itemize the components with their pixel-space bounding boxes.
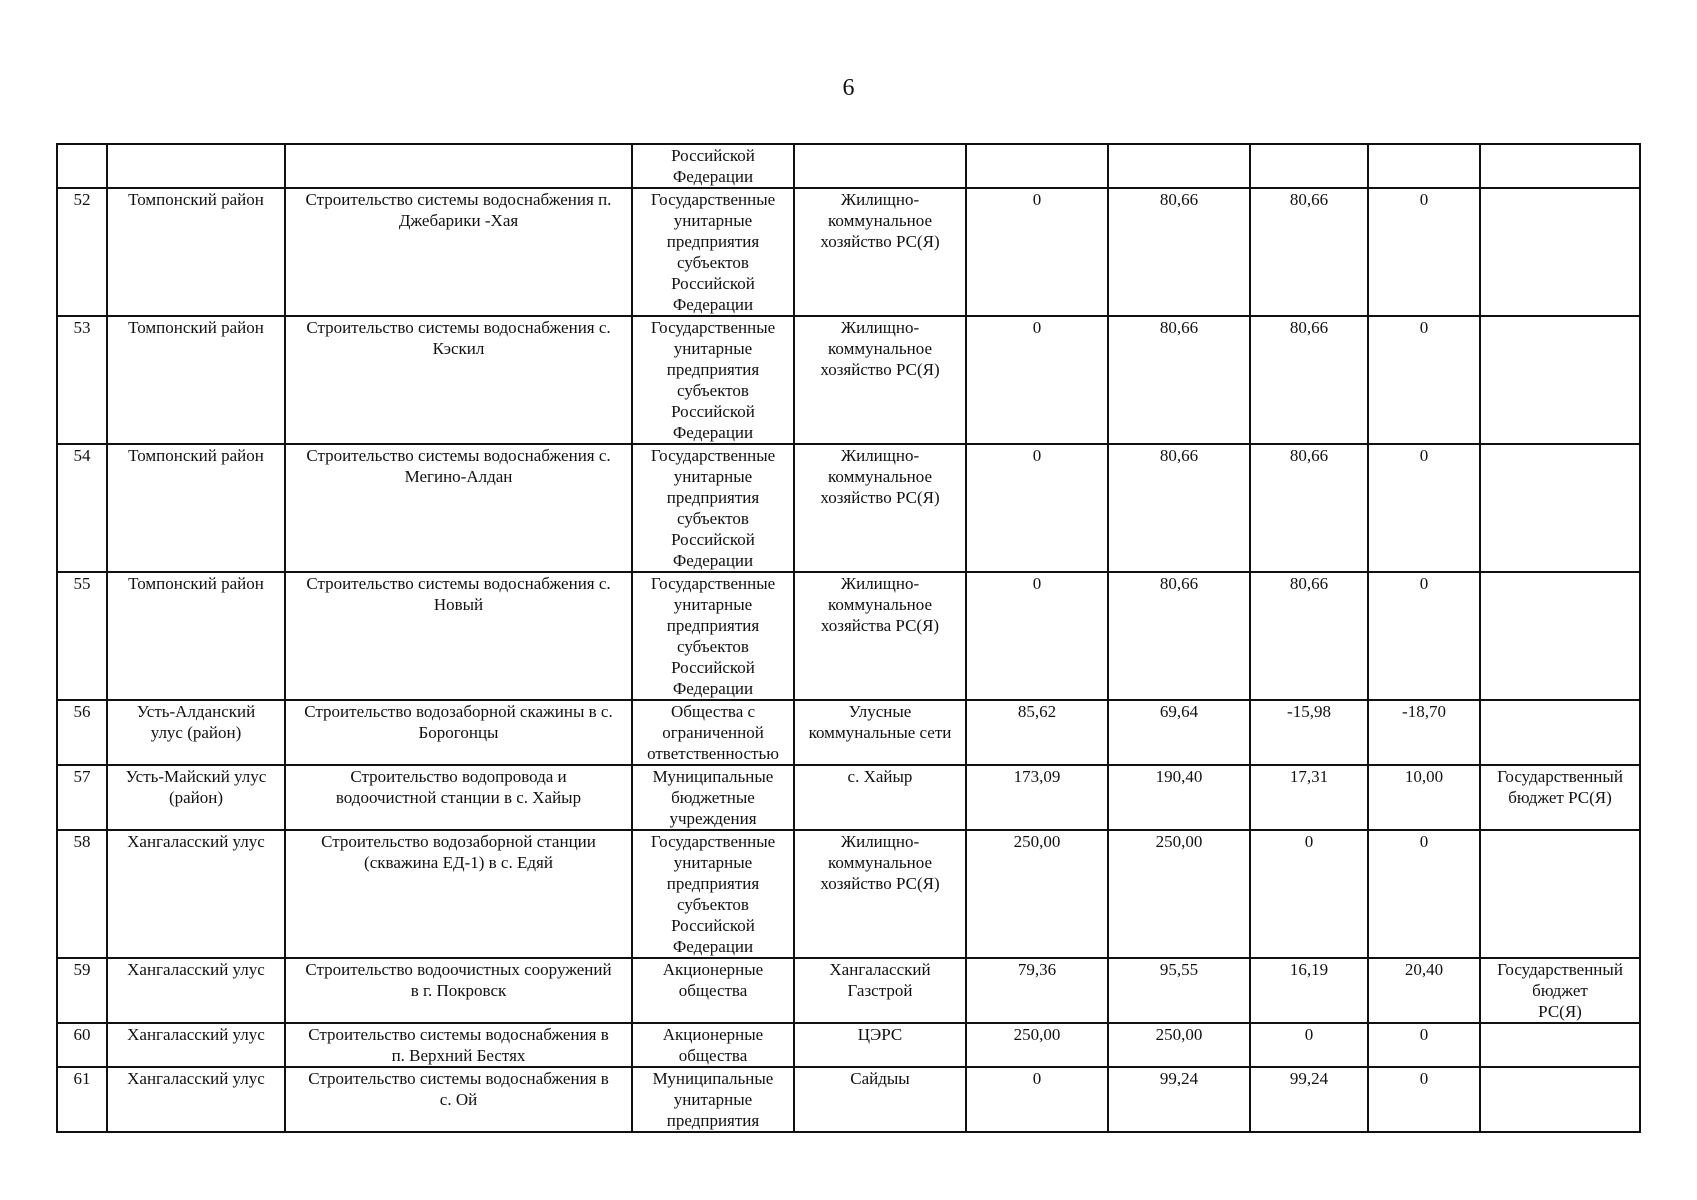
- funding-source-cell: [1480, 316, 1640, 444]
- table-row: [57, 572, 1640, 700]
- district-cell: Томпонский район: [107, 188, 285, 316]
- value-cell: 80,66: [1108, 572, 1250, 700]
- value-cell: 190,40: [1108, 765, 1250, 830]
- district-cell: Томпонский район: [107, 316, 285, 444]
- value-cell: 250,00: [966, 830, 1108, 958]
- district-cell: Томпонский район: [107, 444, 285, 572]
- change-percent-cell: -18,70: [1368, 700, 1480, 765]
- ownership-form-cell: Государственные унитарные предприятия субъектов Российской Федерации: [632, 188, 794, 316]
- value-cell: 0: [966, 444, 1108, 572]
- value-cell: 69,64: [1108, 700, 1250, 765]
- change-percent-cell: 0: [1368, 830, 1480, 958]
- project-cell: Строительство системы водоснабжения с. Кэскил: [285, 316, 632, 444]
- value-cell: 250,00: [966, 1023, 1108, 1067]
- project-cell: [285, 144, 632, 188]
- row-number: 57: [57, 765, 107, 830]
- district-cell: Усть-Майский улус (район): [107, 765, 285, 830]
- project-cell: Строительство водоочистных сооружений в г. Покровск: [285, 958, 632, 1023]
- project-cell: Строительство водопровода и водоочистной станции в с. Хайыр: [285, 765, 632, 830]
- change-percent-cell: 20,40: [1368, 958, 1480, 1023]
- value-cell: 250,00: [1108, 830, 1250, 958]
- funding-source-cell: [1480, 572, 1640, 700]
- organization-cell: Жилищно- коммунальное хозяйства РС(Я): [794, 572, 966, 700]
- organization-cell: Жилищно- коммунальное хозяйство РС(Я): [794, 316, 966, 444]
- page-number: 6: [842, 75, 855, 101]
- change-percent-cell: [1368, 144, 1480, 188]
- value-cell: 80,66: [1108, 316, 1250, 444]
- row-number: 52: [57, 188, 107, 316]
- value-cell: 0: [966, 572, 1108, 700]
- project-cell: Строительство водозаборной скажины в с. Борогонцы: [285, 700, 632, 765]
- table-row: [57, 1023, 1640, 1067]
- district-cell: Хангаласский улус: [107, 1023, 285, 1067]
- project-cell: Строительство системы водоснабжения в с. Ой: [285, 1067, 632, 1132]
- district-cell: Усть-Алданский улус (район): [107, 700, 285, 765]
- row-number: 55: [57, 572, 107, 700]
- change-cell: 17,31: [1250, 765, 1368, 830]
- change-percent-cell: 0: [1368, 316, 1480, 444]
- investment-projects-table: [56, 143, 1641, 1133]
- row-number: [57, 144, 107, 188]
- ownership-form-cell: Российской Федерации: [632, 144, 794, 188]
- district-cell: [107, 144, 285, 188]
- project-cell: Строительство водозаборной станции (скважина ЕД-1) в с. Едяй: [285, 830, 632, 958]
- value-cell: 95,55: [1108, 958, 1250, 1023]
- organization-cell: Жилищно- коммунальное хозяйство РС(Я): [794, 444, 966, 572]
- change-percent-cell: 0: [1368, 188, 1480, 316]
- change-percent-cell: 0: [1368, 572, 1480, 700]
- table-row: [57, 958, 1640, 1023]
- change-cell: 0: [1250, 1023, 1368, 1067]
- funding-source-cell: [1480, 1023, 1640, 1067]
- organization-cell: с. Хайыр: [794, 765, 966, 830]
- row-number: 54: [57, 444, 107, 572]
- value-cell: 85,62: [966, 700, 1108, 765]
- project-cell: Строительство системы водоснабжения в п. Верхний Бестях: [285, 1023, 632, 1067]
- value-cell: 0: [966, 188, 1108, 316]
- value-cell: 0: [966, 1067, 1108, 1132]
- value-cell: 99,24: [1108, 1067, 1250, 1132]
- funding-source-cell: [1480, 144, 1640, 188]
- change-cell: 80,66: [1250, 188, 1368, 316]
- table-row: [57, 700, 1640, 765]
- funding-source-cell: [1480, 830, 1640, 958]
- district-cell: Хангаласский улус: [107, 830, 285, 958]
- project-cell: Строительство системы водоснабжения с. Мегино-Алдан: [285, 444, 632, 572]
- table-row: [57, 830, 1640, 958]
- change-cell: [1250, 144, 1368, 188]
- row-number: 58: [57, 830, 107, 958]
- change-cell: 80,66: [1250, 444, 1368, 572]
- value-cell: 80,66: [1108, 188, 1250, 316]
- change-cell: 99,24: [1250, 1067, 1368, 1132]
- funding-source-cell: [1480, 444, 1640, 572]
- organization-cell: Жилищно- коммунальное хозяйство РС(Я): [794, 830, 966, 958]
- ownership-form-cell: Государственные унитарные предприятия субъектов Российской Федерации: [632, 830, 794, 958]
- change-cell: -15,98: [1250, 700, 1368, 765]
- table-row: [57, 144, 1640, 188]
- table-body: [57, 144, 1640, 1132]
- district-cell: Томпонский район: [107, 572, 285, 700]
- table-row: [57, 765, 1640, 830]
- organization-cell: Хангаласский Газстрой: [794, 958, 966, 1023]
- change-percent-cell: 0: [1368, 1067, 1480, 1132]
- change-cell: 80,66: [1250, 572, 1368, 700]
- ownership-form-cell: Общества с ограниченной ответственностью: [632, 700, 794, 765]
- row-number: 56: [57, 700, 107, 765]
- table-row: [57, 1067, 1640, 1132]
- row-number: 59: [57, 958, 107, 1023]
- value-cell: 0: [966, 316, 1108, 444]
- value-cell: 173,09: [966, 765, 1108, 830]
- change-percent-cell: 10,00: [1368, 765, 1480, 830]
- district-cell: Хангаласский улус: [107, 958, 285, 1023]
- project-cell: Строительство системы водоснабжения п. Джебарики -Хая: [285, 188, 632, 316]
- funding-source-cell: [1480, 700, 1640, 765]
- ownership-form-cell: Муниципальные бюджетные учреждения: [632, 765, 794, 830]
- table-row: [57, 188, 1640, 316]
- row-number: 53: [57, 316, 107, 444]
- funding-source-cell: [1480, 188, 1640, 316]
- row-number: 61: [57, 1067, 107, 1132]
- funding-source-cell: Государственный бюджет РС(Я): [1480, 765, 1640, 830]
- organization-cell: ЦЭРС: [794, 1023, 966, 1067]
- organization-cell: Сайдыы: [794, 1067, 966, 1132]
- ownership-form-cell: Муниципальные унитарные предприятия: [632, 1067, 794, 1132]
- ownership-form-cell: Акционерные общества: [632, 958, 794, 1023]
- row-number: 60: [57, 1023, 107, 1067]
- value-cell: 80,66: [1108, 444, 1250, 572]
- ownership-form-cell: Акционерные общества: [632, 1023, 794, 1067]
- value-cell: [1108, 144, 1250, 188]
- organization-cell: Улусные коммунальные сети: [794, 700, 966, 765]
- table-row: [57, 444, 1640, 572]
- ownership-form-cell: Государственные унитарные предприятия субъектов Российской Федерации: [632, 316, 794, 444]
- ownership-form-cell: Государственные унитарные предприятия субъектов Российской Федерации: [632, 572, 794, 700]
- funding-source-cell: [1480, 1067, 1640, 1132]
- change-cell: 16,19: [1250, 958, 1368, 1023]
- table-row: [57, 316, 1640, 444]
- change-cell: 80,66: [1250, 316, 1368, 444]
- ownership-form-cell: Государственные унитарные предприятия субъектов Российской Федерации: [632, 444, 794, 572]
- value-cell: 79,36: [966, 958, 1108, 1023]
- organization-cell: Жилищно- коммунальное хозяйство РС(Я): [794, 188, 966, 316]
- value-cell: [966, 144, 1108, 188]
- value-cell: 250,00: [1108, 1023, 1250, 1067]
- district-cell: Хангаласский улус: [107, 1067, 285, 1132]
- organization-cell: [794, 144, 966, 188]
- change-percent-cell: 0: [1368, 444, 1480, 572]
- funding-source-cell: Государственный бюджет РС(Я): [1480, 958, 1640, 1023]
- change-cell: 0: [1250, 830, 1368, 958]
- project-cell: Строительство системы водоснабжения с. Новый: [285, 572, 632, 700]
- change-percent-cell: 0: [1368, 1023, 1480, 1067]
